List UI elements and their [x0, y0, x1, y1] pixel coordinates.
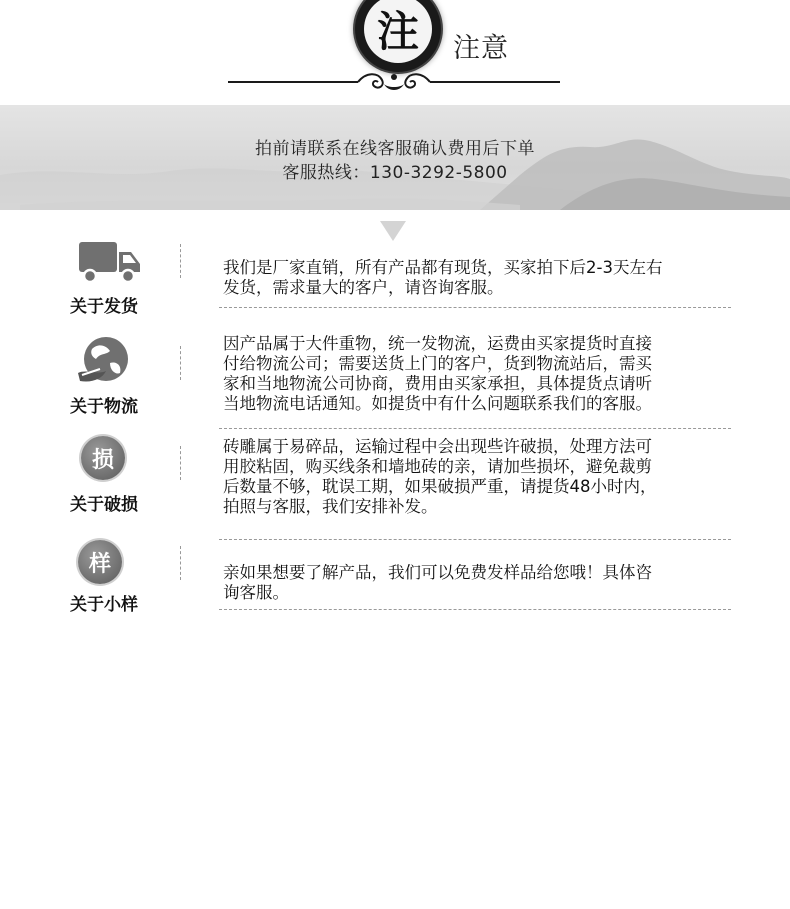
text-line: 家和当地物流公司协商，费用由买家承担，具体提货点请听	[223, 374, 652, 393]
header-divider-right	[430, 81, 560, 83]
sample-icon: 样	[78, 540, 122, 584]
section-separator	[219, 539, 731, 540]
order-notice: 拍前请联系在线客服确认费用后下单	[255, 139, 535, 159]
section-label-shipping: 关于发货	[70, 297, 138, 317]
text-line: 砖雕属于易碎品，运输过程中会出现些许破损，处理方法可	[223, 437, 652, 456]
damage-icon: 损	[81, 436, 125, 480]
section-divider	[180, 244, 181, 278]
text-line: 后数量不够，耽误工期，如果破损严重，请提货48小时内，	[223, 477, 657, 496]
scroll-ornament-icon	[352, 68, 436, 96]
text-line: 我们是厂家直销，所有产品都有现货，买家拍下后2-3天左右	[223, 258, 663, 277]
text-line: 询客服。	[223, 583, 289, 602]
section-text-logistics	[223, 334, 733, 414]
globe-icon	[76, 335, 132, 387]
section-divider	[180, 446, 181, 480]
truck-icon	[78, 240, 142, 284]
section-separator	[219, 609, 731, 610]
section-separator	[219, 428, 731, 429]
section-label-damage: 关于破损	[70, 495, 138, 515]
section-text-damage	[223, 437, 733, 517]
section-divider	[180, 346, 181, 380]
service-hotline: 客服热线：130-3292-5800	[282, 163, 508, 183]
seal-character: 注	[364, 0, 432, 63]
section-divider	[180, 546, 181, 580]
text-line: 因产品属于大件重物，统一发物流，运费由买家提货时直接	[223, 334, 652, 353]
section-label-logistics: 关于物流	[70, 397, 138, 417]
text-line: 发货，需求量大的客户，请咨询客服。	[223, 278, 504, 297]
header-divider-left	[228, 81, 358, 83]
text-line: 拍照与客服，我们安排补发。	[223, 497, 438, 516]
seal-emblem	[355, 0, 441, 72]
page-title: 注意	[453, 33, 509, 64]
section-text-shipping	[223, 258, 733, 298]
down-pointer-icon	[380, 221, 406, 241]
text-line: 用胶粘固，购买线条和墙地砖的亲，请加些损坏，避免裁剪	[223, 457, 652, 476]
section-label-sample: 关于小样	[70, 595, 138, 615]
text-line: 亲如果想要了解产品，我们可以免费发样品给您哦！具体咨	[223, 563, 652, 582]
text-line: 付给物流公司；需要送货上门的客户，货到物流站后，需买	[223, 354, 652, 373]
text-line: 当地物流电话通知。如提货中有什么问题联系我们的客服。	[223, 394, 652, 413]
section-text-sample	[223, 563, 733, 603]
section-separator	[219, 307, 731, 308]
